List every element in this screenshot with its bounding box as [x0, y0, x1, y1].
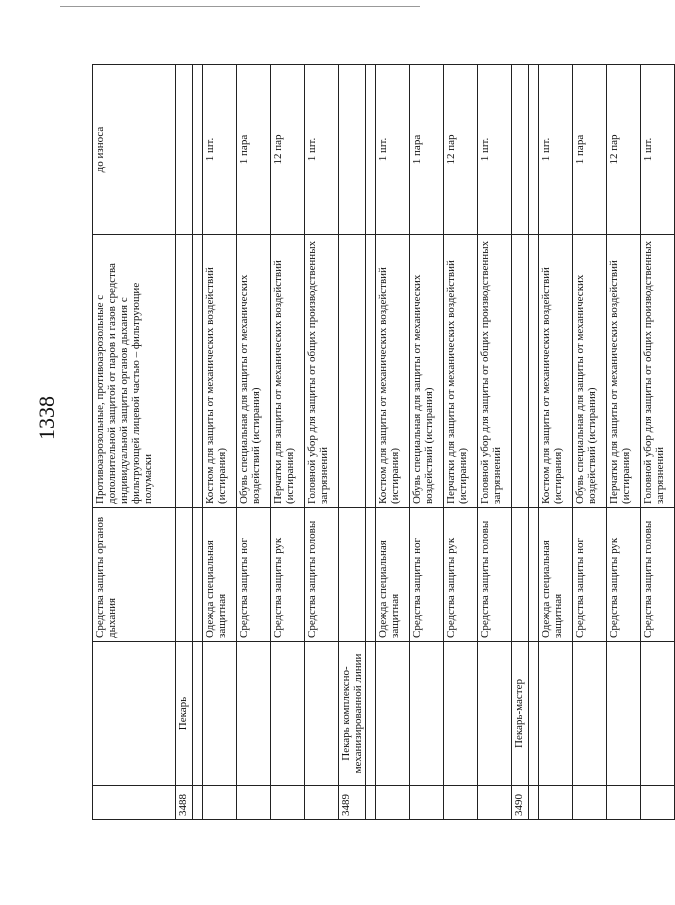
protection-cell: Средства защиты рук	[607, 508, 641, 642]
item-cell: Костюм для защиты от механических воздействий (истирания)	[376, 235, 410, 508]
norm-cell: 12 пар	[444, 65, 478, 235]
table-row	[444, 65, 478, 820]
item-cell: Головной убор для защиты от общих производственных загрязнений	[305, 235, 339, 508]
table-row	[607, 65, 641, 820]
table-row	[305, 65, 339, 820]
protection-cell: Средства защиты рук	[444, 508, 478, 642]
protection-cell: Средства защиты головы	[305, 508, 339, 642]
code-cell: 3490	[512, 786, 529, 820]
norm-cell: 1 шт.	[539, 65, 573, 235]
table-row	[237, 65, 271, 820]
norm-cell: 1 шт.	[478, 65, 512, 235]
rotated-table-wrapper	[92, 65, 666, 820]
protection-cell: Одежда специальная защитная	[376, 508, 410, 642]
protection-cell: Средства защиты ног	[410, 508, 444, 642]
item-cell: Костюм для защиты от механических воздействий (истирания)	[203, 235, 237, 508]
item-cell: Обувь специальная для защиты от механических воздействий (истирания)	[237, 235, 271, 508]
item-cell: Перчатки для защиты от механических воздействий (истирания)	[444, 235, 478, 508]
protection-cell: Средства защиты ног	[237, 508, 271, 642]
norm-cell: 1 пара	[573, 65, 607, 235]
table-row	[339, 65, 366, 820]
norm-cell: до износа	[93, 65, 176, 235]
table-row	[376, 65, 410, 820]
table-row	[641, 65, 675, 820]
ppe-norms-table	[92, 64, 675, 820]
top-rule	[60, 6, 420, 7]
norm-cell: 1 пара	[410, 65, 444, 235]
table-row	[93, 65, 176, 820]
norm-cell: 12 пар	[271, 65, 305, 235]
norm-cell: 1 пара	[237, 65, 271, 235]
table-row	[539, 65, 573, 820]
norm-cell: 12 пар	[607, 65, 641, 235]
code-cell: 3488	[176, 786, 193, 820]
profession-cell: Пекарь-мастер	[512, 642, 529, 786]
item-cell: Противоаэрозольные, противоаэрозольные с дополнительной защитой от паров и газов средства индивидуальной защиты органов дыхания с фильтрующей лицевой частью – фильтрующие полумаски	[93, 235, 176, 508]
protection-cell: Одежда специальная защитная	[539, 508, 573, 642]
table-row	[478, 65, 512, 820]
protection-cell: Средства защиты ног	[573, 508, 607, 642]
table-row	[203, 65, 237, 820]
profession-cell: Пекарь	[176, 642, 193, 786]
profession-cell	[93, 642, 176, 786]
item-cell: Костюм для защиты от механических воздействий (истирания)	[539, 235, 573, 508]
code-cell: 3489	[339, 786, 366, 820]
norm-cell: 1 шт.	[376, 65, 410, 235]
page-number: 1338	[34, 396, 59, 440]
item-cell: Перчатки для защиты от механических воздействий (истирания)	[607, 235, 641, 508]
table-row	[410, 65, 444, 820]
item-cell: Головной убор для защиты от общих производственных загрязнений	[641, 235, 675, 508]
item-cell: Обувь специальная для защиты от механических воздействий (истирания)	[410, 235, 444, 508]
protection-cell: Одежда специальная защитная	[203, 508, 237, 642]
norm-cell: 1 шт.	[203, 65, 237, 235]
norm-cell: 1 шт.	[641, 65, 675, 235]
table-row	[512, 65, 529, 820]
protection-cell: Средства защиты органов дыхания	[93, 508, 176, 642]
protection-cell: Средства защиты головы	[478, 508, 512, 642]
norm-cell: 1 шт.	[305, 65, 339, 235]
profession-cell: Пекарь комплексно-механизированной линии	[339, 642, 366, 786]
code-cell	[93, 786, 176, 820]
item-cell: Обувь специальная для защиты от механических воздействий (истирания)	[573, 235, 607, 508]
item-cell: Перчатки для защиты от механических воздействий (истирания)	[271, 235, 305, 508]
table-row	[176, 65, 193, 820]
table-row	[573, 65, 607, 820]
item-cell: Головной убор для защиты от общих производственных загрязнений	[478, 235, 512, 508]
table-row	[271, 65, 305, 820]
protection-cell: Средства защиты головы	[641, 508, 675, 642]
protection-cell: Средства защиты рук	[271, 508, 305, 642]
